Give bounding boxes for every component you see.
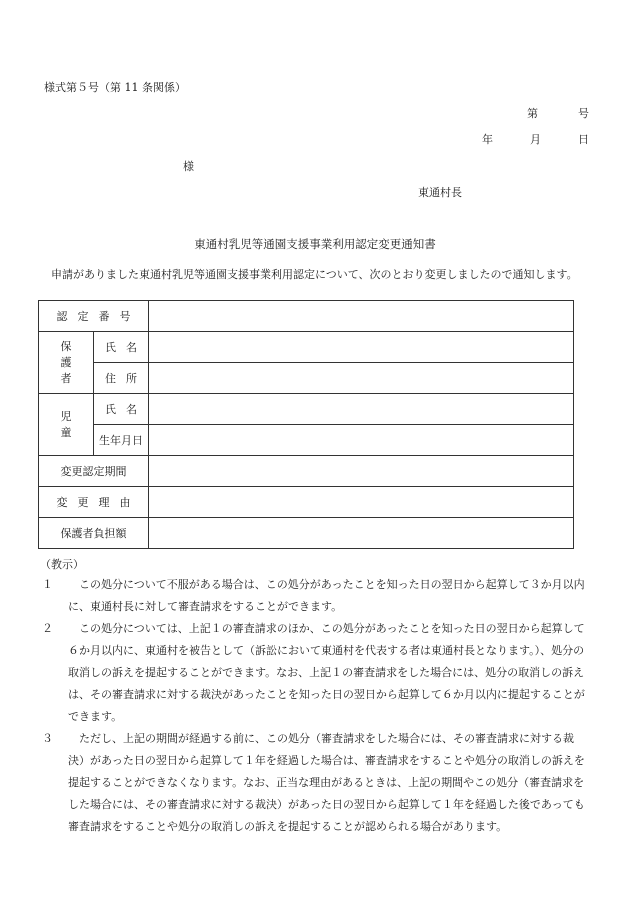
instruction-item [40,618,588,728]
instruction-item [40,728,588,838]
instruction-text: ただし、上記の期間が経過する前に、この処分（審査請求をした場合には、その審査請求に対する裁決）があった日の翌日から起算して１年を経過した場合は、審査請求をすることや処分の取消しの訴えを提起することができなくなります。なお、正当な理由があるときは、上記の期間やこの処分（審査請求をした場合には、その審査請求に対する裁決）があった日の翌日から起算して１年を経過した後であっても審査請求をすることや処分の取消しの訴えを提起することが認められる場合があります。 [68,732,585,833]
certification-table [38,300,574,549]
recipient-suffix: 様 [183,160,194,173]
intro-text: 申請がありました東通村乳児等通園支援事業利用認定について、次のとおり変更しましたので通知します。 [51,268,578,281]
child-birthdate-value [149,425,574,456]
cert-number-value [149,301,574,332]
sender: 東通村長 [418,186,462,199]
guardian-burden-label: 保護者負担額 [39,518,149,549]
form-number: 様式第５号（第 11 条関係） [44,81,186,94]
instructions-section [40,556,588,838]
guardian-name-value [149,332,574,363]
instruction-item [40,574,588,618]
guardian-address-label: 住所 [94,363,149,394]
instruction-number: １ [42,578,53,591]
change-period-label: 変更認定期間 [39,456,149,487]
change-reason-value [149,487,574,518]
instruction-number: ２ [42,622,53,635]
doc-number-prefix: 第 [527,107,538,120]
doc-number-suffix: 号 [578,107,589,120]
child-birthdate-label: 生年月日 [94,425,149,456]
child-label: 児童 [39,394,94,456]
document-title: 東通村乳児等通園支援事業利用認定変更通知書 [194,237,436,251]
date-day: 日 [578,133,589,146]
change-reason-label: 変更理由 [39,487,149,518]
instruction-number: ３ [42,732,53,745]
child-name-value [149,394,574,425]
guardian-address-value [149,363,574,394]
guardian-label: 保護者 [39,332,94,394]
guardian-name-label: 氏名 [94,332,149,363]
instruction-text: この処分について不服がある場合は、この処分があったことを知った日の翌日から起算して３か月以内に、東通村長に対して審査請求をすることができます。 [68,578,585,613]
child-name-label: 氏名 [94,394,149,425]
instructions-heading: （教示） [40,558,84,571]
cert-number-label: 認定番号 [39,301,149,332]
date-year: 年 [482,133,493,146]
date-month: 月 [530,133,541,146]
change-period-value [149,456,574,487]
instruction-text: この処分については、上記１の審査請求のほか、この処分があったことを知った日の翌日から起算して６か月以内に、東通村を被告として（訴訟において東通村を代表する者は東通村長となります。）、処分の取消しの訴えを提起することができます。なお、上記１の審査請求をした場合には、処分の取消しの訴えは、その審査請求に対する裁決があったことを知った日の翌日から起算して６か月以内に提起することができます。 [68,622,585,723]
guardian-burden-value [149,518,574,549]
